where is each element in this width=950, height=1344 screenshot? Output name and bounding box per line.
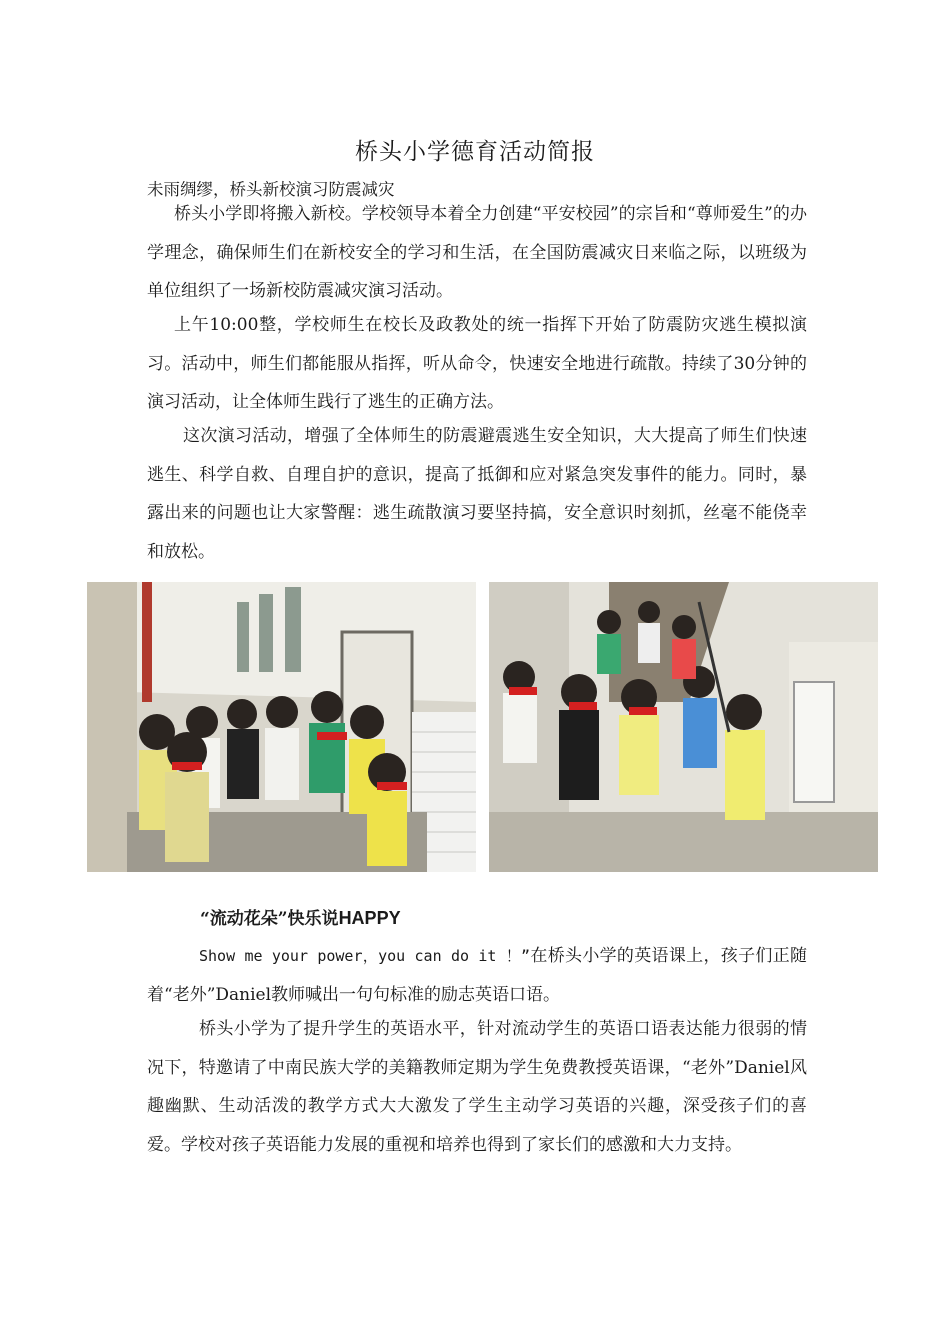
paragraph-english-program: 桥头小学为了提升学生的英语水平，针对流动学生的英语口语表达能力很弱的情况下，特邀请了中南民族大学的美籍教师定期为学生免费教授英语课，“老外”Daniel风趣幽默、生动活泼的教学方式大大激发了学生主动学习英语的兴趣，深受孩子们的喜爱。学校对孩子英语能力发展的重视和培养也得到了家长们的感激和大力支持。 — [147, 1019, 807, 1155]
quote-chinese: 在桥头小学的英语课上，孩子们正随着“老外”Daniel教师喊出一句句标准的励志英语口语。 — [147, 946, 808, 1005]
section-heading-cn: “流动花朵”快乐说 — [200, 909, 339, 929]
section-heading-en: HAPPY — [338, 908, 401, 928]
page-title: 桥头小学德育活动简报 — [355, 139, 595, 165]
photo-stairwell-evacuation — [489, 582, 878, 872]
photo-corridor-evacuation — [87, 582, 476, 872]
paragraph-drill: 上午10:00整，学校师生在校长及政教处的统一指挥下开始了防震防灾逃生模拟演习。活动中，师生们都能服从指挥，听从命令，快速安全地进行疏散。持续了30分钟的演习活动，让全体师生践行了逃生的正确方法。 — [147, 315, 807, 412]
quote-english: Show me your power，you can do it ！” — [199, 947, 531, 965]
paragraph-intro: 桥头小学即将搬入新校。学校领导本着全力创建“平安校园”的宗旨和“尊师爱生”的办学理念，确保师生们在新校安全的学习和生活，在全国防震减灾日来临之际，以班级为单位组织了一场新校防震减灾演习活动。 — [147, 204, 807, 301]
paragraph-english-class — [147, 937, 807, 1014]
article-subtitle: 未雨绸缪，桥头新校演习防震减灾 — [147, 180, 395, 199]
section-heading — [200, 904, 401, 929]
paragraph-result: 这次演习活动，增强了全体师生的防震避震逃生安全知识，大大提高了师生们快速逃生、科学自救、自理自护的意识，提高了抵御和应对紧急突发事件的能力。同时，暴露出来的问题也让大家警醒：逃生疏散演习要坚持搞，安全意识时刻抓，丝毫不能侥幸和放松。 — [147, 426, 807, 562]
